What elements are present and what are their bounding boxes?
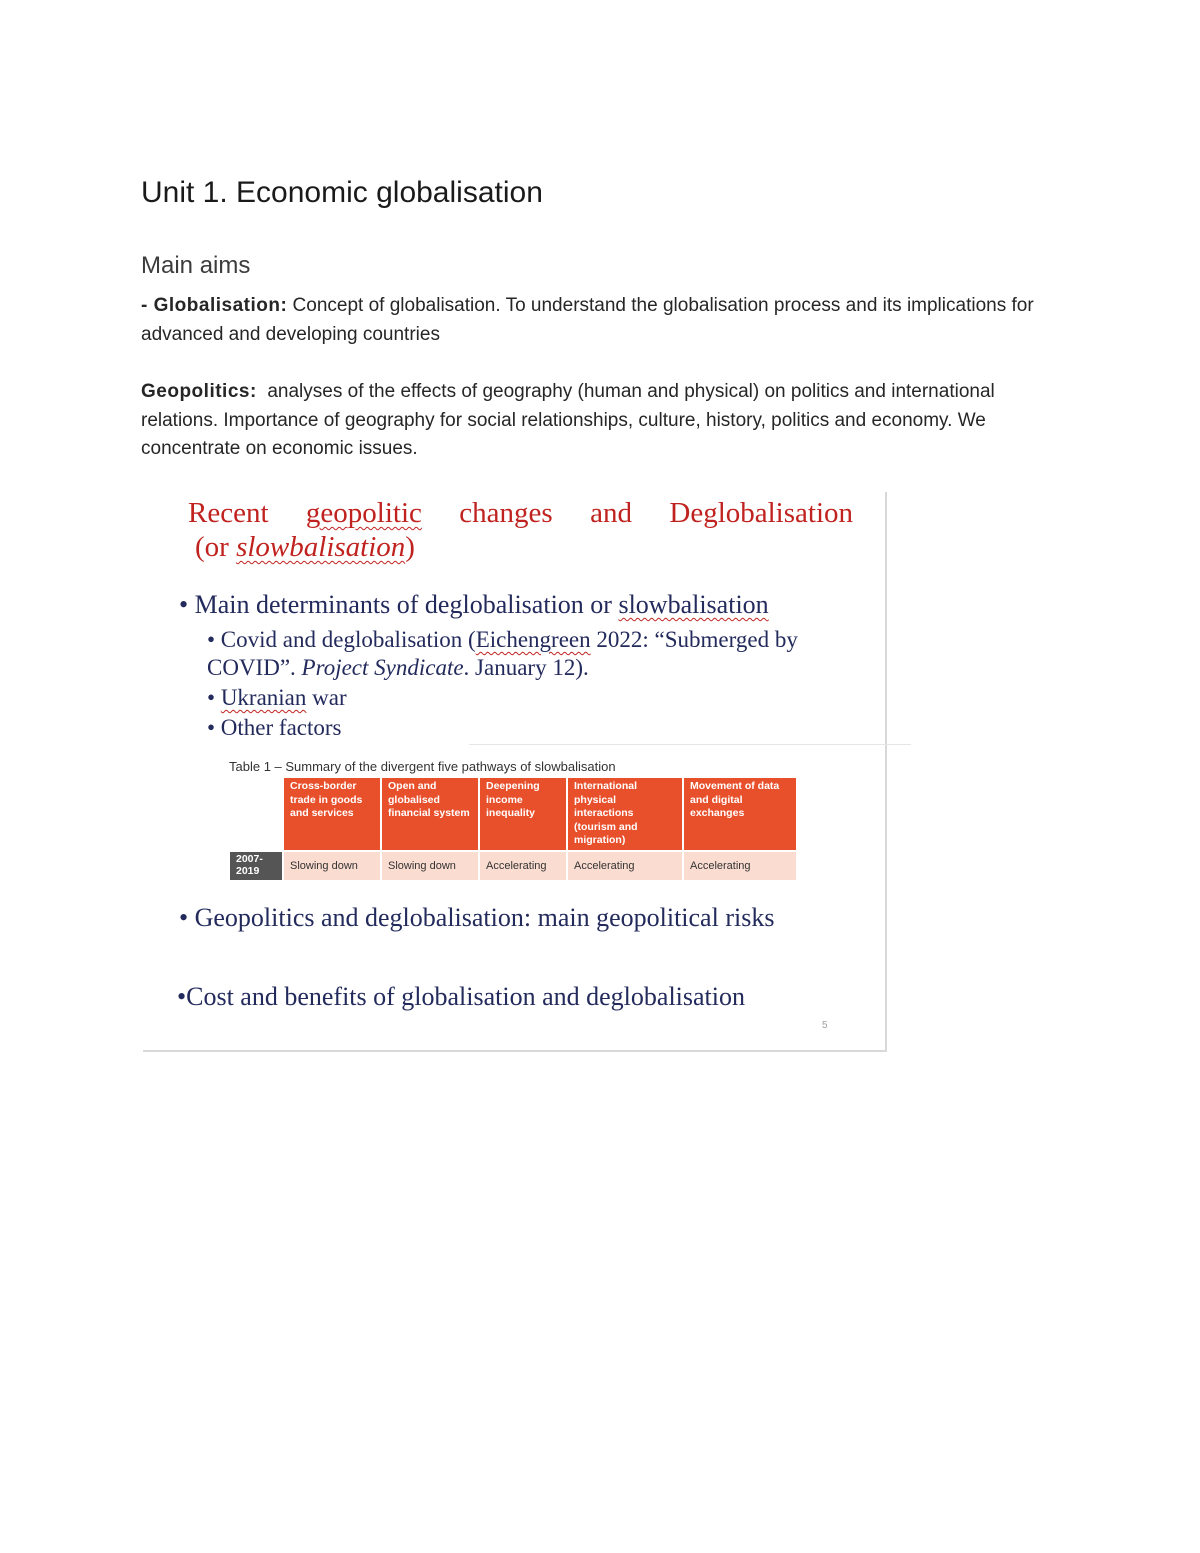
slide-title-part1: Recent [188, 497, 306, 529]
slide-title-part2: changes and Deglobalisation [421, 497, 854, 529]
slide-title-slowbalisation: slowbalisation [236, 531, 406, 563]
bullet-determinants-slowbalisation: slowbalisation [618, 590, 769, 619]
table-header-cell: International physical interactions (tourism and migration) [568, 778, 682, 850]
globalisation-label: - Globalisation: [141, 295, 288, 316]
table-row-label: 2007-2019 [230, 852, 282, 880]
globalisation-paragraph [141, 292, 1061, 349]
slide-title-line2 [195, 530, 415, 564]
globalisation-text: Concept of globalisation. To understand the globalisation process and its implications for advanced and developing countries [141, 295, 1034, 345]
bullet-cost-benefits: •Cost and benefits of globalisation and deglobalisation [177, 982, 746, 1011]
bullet-covid-source: Project Syndicate [301, 655, 464, 680]
geopolitics-text: analyses of the effects of geography (human and physical) on politics and international relations. Importance of geography for social relationships, culture, history, politics and economy. We concentrate on economic issues. [141, 381, 1001, 459]
section-heading-main-aims: Main aims [141, 252, 251, 279]
bullet-ukranian-suffix: war [306, 685, 347, 710]
bullet-other-factors: • Other factors [207, 715, 342, 740]
table-header-cell: Movement of data and digital exchanges [684, 778, 796, 850]
table-data-cell: Slowing down [382, 852, 478, 880]
bullet-covid-suffix: . January 12). [463, 655, 589, 680]
page-title: Unit 1. Economic globalisation [141, 176, 543, 209]
table-data-cell: Accelerating [480, 852, 566, 880]
bullet-determinants-text: • Main determinants of deglobalisation or [179, 590, 619, 619]
geopolitics-paragraph [141, 378, 1061, 464]
embedded-slide-image [143, 492, 887, 1052]
slide-title-line2-open: (or [195, 531, 237, 563]
table-data-cell: Accelerating [568, 852, 682, 880]
slide-title-line2-close: ) [405, 531, 415, 563]
geopolitics-label: Geopolitics: [141, 381, 257, 402]
table-header-cell: Open and globalised financial system [382, 778, 478, 850]
table-data-cell: Slowing down [284, 852, 380, 880]
bullet-geopolitics-risks: • Geopolitics and deglobalisation: main geopolitical risks [179, 903, 775, 932]
bullet-ukranian-bullet: • [207, 685, 221, 710]
slide-title [188, 496, 853, 530]
bullet-ukranian-war [207, 684, 347, 712]
bullet-covid [207, 626, 857, 682]
bullet-covid-author: Eichengreen [475, 627, 591, 652]
bullet-ukranian-word: Ukranian [220, 685, 307, 710]
slide-title-geopolitic: geopolitic [305, 497, 422, 529]
table-top-rule [469, 744, 911, 745]
bullet-covid-prefix: • Covid and deglobalisation ( [207, 627, 476, 652]
table-data-cell: Accelerating [684, 852, 796, 880]
table-caption: Table 1 – Summary of the divergent five pathways of slowbalisation [229, 759, 616, 774]
table-header-cell: Deepening income inequality [480, 778, 566, 850]
slide-page-number: 5 [822, 1020, 828, 1031]
bullet-covid-middle: 2022: “Submerged by COVID”. [207, 627, 804, 680]
table-header-cell: Cross-border trade in goods and services [284, 778, 380, 850]
bullet-main-determinants [179, 590, 769, 620]
